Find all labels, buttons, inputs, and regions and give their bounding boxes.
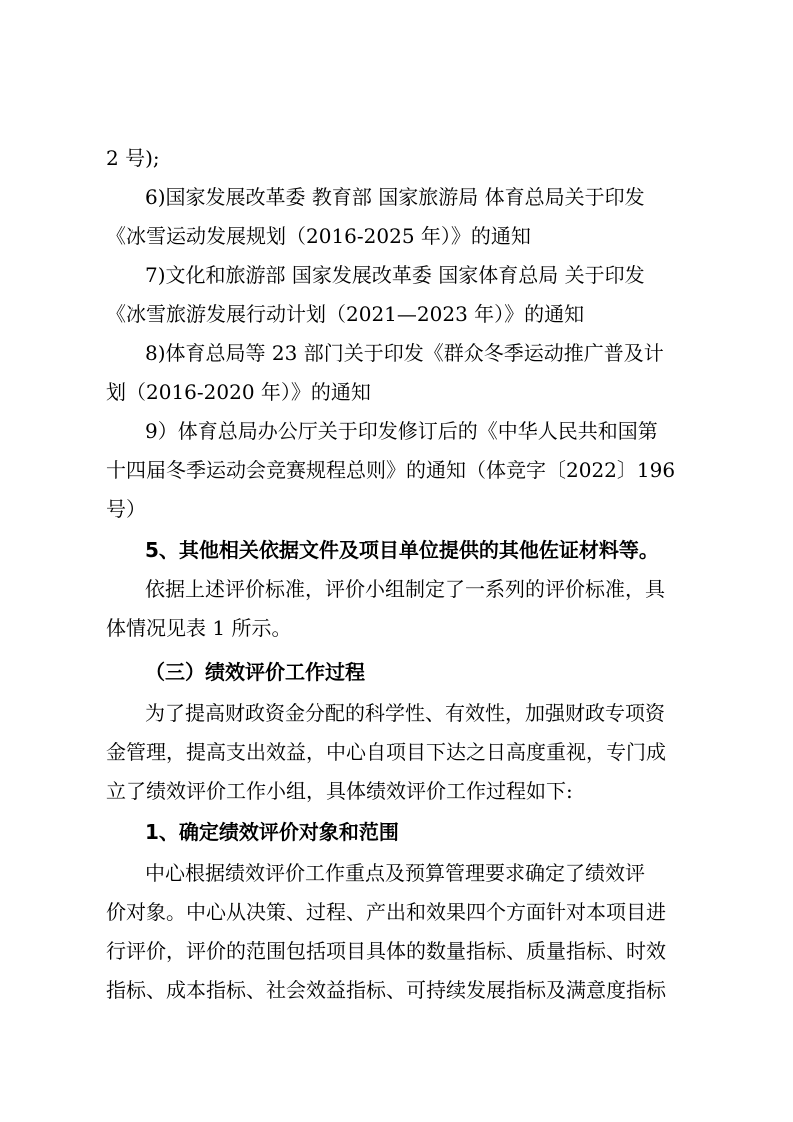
text-line: 行评价，评价的范围包括项目具体的数量指标、质量指标、时效 (106, 939, 666, 963)
text-line: 划（2016-2020 年）》的通知 (106, 380, 371, 404)
text-line: 《冰雪运动发展规划（2016-2025 年）》的通知 (106, 224, 531, 248)
text-line: 价对象。中心从决策、过程、产出和效果四个方面针对本项目进 (106, 900, 666, 924)
text-line: 体情况见表 1 所示。 (106, 616, 292, 640)
text-line: 6)国家发展改革委 教育部 国家旅游局 体育总局关于印发 (145, 185, 645, 209)
text-line: 金管理，提高支出效益，中心自项目下达之日高度重视，专门成 (106, 740, 666, 764)
text-line: 8)体育总局等 23 部门关于印发《群众冬季运动推广普及计 (145, 341, 664, 365)
text-line: 7)文化和旅游部 国家发展改革委 国家体育总局 关于印发 (145, 263, 645, 287)
text-line: 2 号); (106, 146, 160, 170)
text-line: 指标、成本指标、社会效益指标、可持续发展指标及满意度指标 (106, 978, 666, 1002)
section-heading: 1、确定绩效评价对象和范围 (145, 820, 399, 844)
text-line: 为了提高财政资金分配的科学性、有效性，加强财政专项资 (145, 701, 665, 725)
text-line: 依据上述评价标准，评价小组制定了一系列的评价标准，具 (145, 577, 665, 601)
section-heading: 5、其他相关依据文件及项目单位提供的其他佐证材料等。 (145, 538, 659, 562)
text-line: 《冰雪旅游发展行动计划（2021—2023 年）》的通知 (106, 302, 585, 326)
text-line: 立了绩效评价工作小组，具体绩效评价工作过程如下: (106, 779, 573, 803)
text-line: 号） (106, 497, 146, 521)
text-line: 中心根据绩效评价工作重点及预算管理要求确定了绩效评 (145, 861, 645, 885)
text-line: 十四届冬季运动会竞赛规程总则》的通知（体竞字〔2022〕196 (106, 458, 676, 482)
section-heading: （三）绩效评价工作过程 (145, 660, 365, 684)
text-line: 9）体育总局办公厅关于印发修订后的《中华人民共和国第 (145, 419, 658, 443)
